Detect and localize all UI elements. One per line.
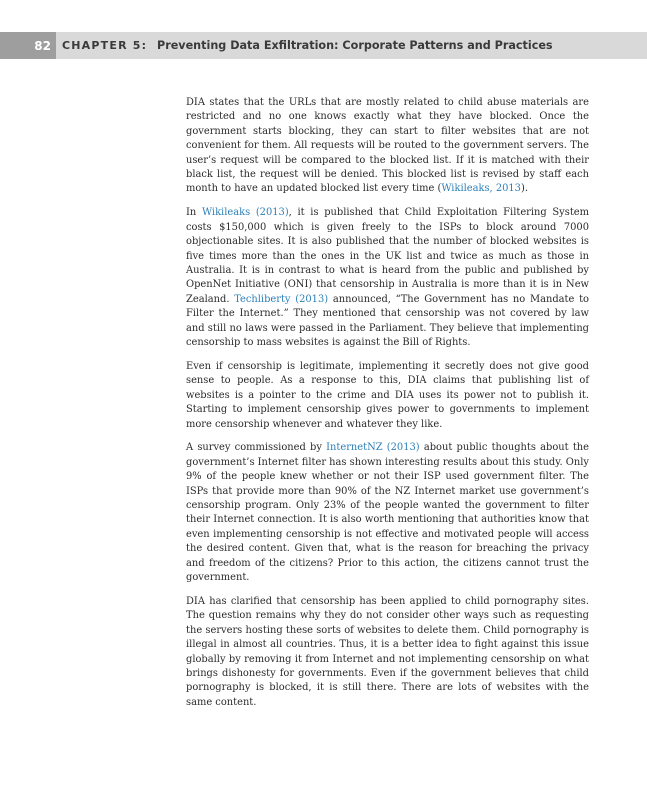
paragraph-1	[186, 96, 589, 197]
text-run: In	[186, 207, 202, 219]
chapter-label: CHAPTER 5:	[62, 39, 148, 52]
text-run: DIA states that the URLs that are mostly related to child abuse materials are restricted and no one knows exactly what they have blocked. Once the government starts blocking, they can start to filter websites that are not convenient for them. All requests will be routed to the government servers. The user’s request will be compared to the blocked list. If it is matched with their black list, the request will be denied. This blocked list is revised by staff each month to have an updated blocked list every time (	[186, 97, 589, 195]
chapter-title: Preventing Data Exfiltration: Corporate Patterns and Practices	[157, 39, 553, 52]
text-run: announced, “The Government has no Mandate to Filter the Internet.” They mentioned that censorship was not covered by law and still no laws were passed in the Parliament. They believe that implementing censorship to mass websites is against the Bill of Rights.	[186, 293, 589, 348]
citation-link[interactable]: Techliberty (2013)	[234, 293, 329, 305]
text-run: Even if censorship is legitimate, implementing it secretly does not give good sense to people. As a response to this, DIA claims that publishing list of websites is a pointer to the crime and DIA uses its power not to publish it. Starting to implement censorship gives power to governments to implement more censorship whenever and whatever they like.	[186, 360, 589, 430]
paragraph-5	[186, 595, 589, 710]
citation-link[interactable]: Wikileaks (2013)	[201, 207, 289, 219]
text-run: , it is published that Child Exploitation Filtering System costs $150,000 which is given freely to the ISPs to block around 7000 objectionable sites. It is also published that the number of blocked websites is five times more than the ones in the UK list and twice as much as those in Australia. It is in contrast to what is heard from the public and published by OpenNet Initiative (ONI) that censorship in Australia is more than it is in New Zealand.	[186, 207, 589, 305]
paragraph-2	[186, 206, 589, 350]
text-run: about public thoughts about the government’s Internet filter has shown interesting results about this study. Only 9% of the people knew whether or not their ISP used government filter. The ISPs that provide more than 90% of the NZ Internet market use government’s censorship program. Only 23% of the people wanted the government to filter their Internet connection. It is also worth mentioning that authorities know that even implementing censorship is not effective and motivated people will access the desired content. Given that, what is the reason for breaching the privacy and freedom of the citizens? Prior to this action, the citizens cannot trust the government.	[186, 442, 589, 584]
text-run: DIA has clarified that censorship has been applied to child pornography sites. The question remains why they do not consider other ways such as requesting the servers hosting these sorts of websites to delete them. Child pornography is illegal in almost all countries. Thus, it is a better idea to fight against this issue globally by removing it from Internet and not implementing censorship on what brings dishonesty for governments. Even if the government believes that child pornography is blocked, it is still there. There are lots of websites with the same content.	[186, 596, 589, 708]
citation-link[interactable]: Wikileaks, 2013	[441, 183, 521, 195]
text-run: ).	[520, 183, 528, 195]
paragraph-3	[186, 360, 589, 432]
body-text	[186, 96, 589, 720]
citation-link[interactable]: InternetNZ (2013)	[326, 442, 420, 454]
text-run: A survey commissioned by	[186, 442, 327, 454]
page-number: 82	[0, 32, 56, 59]
paragraph-4	[186, 441, 589, 585]
